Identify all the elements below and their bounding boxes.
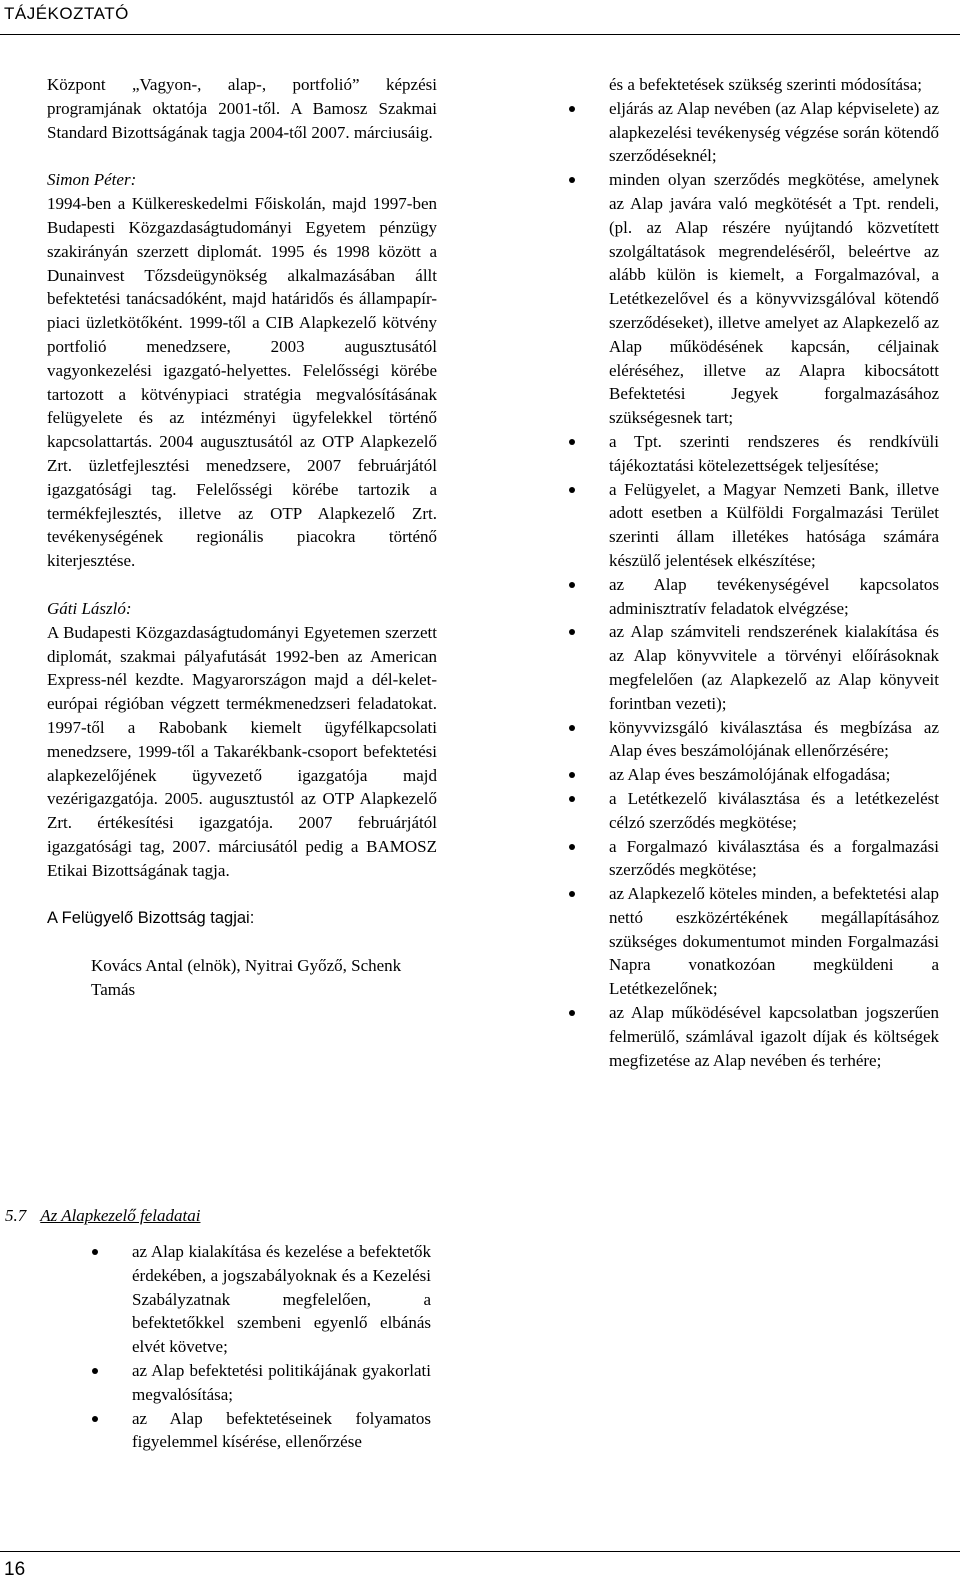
list-item: a Felügyelet, a Magyar Nemzeti Bank, illetve adott esetben a Külföldi Forgalmazási Terület szerinti állam illetékes hatósága számára készülő jelentések elkészítése; bbox=[609, 478, 939, 573]
bullet-icon bbox=[569, 725, 575, 731]
intro-paragraph: Központ „Vagyon-, alap-, portfolió” képzési programjának oktatója 2001-től. A Bamosz Szakmai Standard Bizottságának tagja 2004-től 2007. márciusáig. bbox=[47, 75, 437, 142]
list-continuation: és a befektetések szükség szerinti módosítása; bbox=[609, 75, 922, 94]
page-number: 16 bbox=[4, 1559, 26, 1580]
bullet-icon bbox=[569, 844, 575, 850]
bullet-icon bbox=[569, 439, 575, 445]
list-item: az Alap tevékenységével kapcsolatos adminisztratív feladatok elvégzése; bbox=[609, 573, 939, 621]
bullet-icon bbox=[569, 106, 575, 112]
list-item: könyvvizsgáló kiválasztása és megbízása az Alap éves beszámolójának ellenőrzésére; bbox=[609, 716, 939, 764]
bullet-icon bbox=[569, 796, 575, 802]
section-number: 5.7 bbox=[5, 1206, 27, 1225]
person2-name: Gáti László: bbox=[47, 598, 132, 618]
list-item: az Alapkezelő köteles minden, a befektetési alap nettó eszközértékének megállapításához szükséges dokumentumot minden Forgalmazási Napra vonatkozóan megküldeni a Letétkezelőnek; bbox=[609, 882, 939, 1001]
right-column bbox=[609, 73, 939, 1072]
list-item: az Alap számviteli rendszerének kialakítása és az Alap könyvvitele a törvényi előírásoknak megfelelően (az Alapkezelő az Alap könyveit forintban vezeti); bbox=[609, 620, 939, 715]
section-title: Az Alapkezelő feladatai bbox=[40, 1206, 201, 1225]
board-title: A Felügyelő Bizottság tagjai: bbox=[47, 908, 255, 927]
board-members: Kovács Antal (elnök), Nyitrai Győző, Schenk Tamás bbox=[91, 956, 402, 1000]
left-task-list bbox=[132, 1240, 431, 1454]
section-heading bbox=[5, 1206, 200, 1226]
bullet-icon bbox=[569, 582, 575, 588]
running-header: TÁJÉKOZTATÓ bbox=[4, 4, 129, 23]
bullet-icon bbox=[569, 1010, 575, 1016]
bullet-icon bbox=[569, 772, 575, 778]
bullet-icon bbox=[569, 487, 575, 493]
bullet-icon bbox=[92, 1416, 98, 1422]
list-item: a Forgalmazó kiválasztása és a forgalmazási szerződés megkötése; bbox=[609, 835, 939, 883]
left-column bbox=[47, 73, 437, 1002]
bullet-icon bbox=[569, 629, 575, 635]
list-item: a Tpt. szerinti rendszeres és rendkívüli tájékoztatási kötelezettségek teljesítése; bbox=[609, 430, 939, 478]
footer-divider bbox=[0, 1551, 960, 1552]
list-item: az Alap működésével kapcsolatban jogszerűen felmerülő, számlával igazolt díjak és költségek megfizetése az Alap nevében és terhére; bbox=[609, 1001, 939, 1072]
list-item: minden olyan szerződés megkötése, amelynek az Alap javára való megkötését a Tpt. rendeli, (pl. az Alap részére nyújtandó közvetített szolgáltatások megrendeléséről, beleértve az alább külön is kiemelt, a Forgalmazóval, a Letétkezelővel és a könyvvizsgálóval kötendő szerződéseket), illetve amelyet az Alapkezelő az Alap működésének kapcsán, céljainak eléréséhez, illetve az Alapra kibocsátott Befektetési Jegyek forgalmazásához szükségesnek tart; bbox=[609, 168, 939, 430]
list-item: az Alap kialakítása és kezelése a befektetők érdekében, a jogszabályoknak és a Kezelési Szabályzatnak megfelelően, a befektetőkkel szembeni egyenlő elbánás elvét követve; bbox=[132, 1240, 431, 1359]
bullet-icon bbox=[569, 177, 575, 183]
list-item: a Letétkezelő kiválasztása és a letétkezelést célzó szerződés megkötése; bbox=[609, 787, 939, 835]
list-item: eljárás az Alap nevében (az Alap képviselete) az alapkezelési tevékenység végzése során kötendő szerződéseknél; bbox=[609, 97, 939, 168]
list-item: az Alap éves beszámolójának elfogadása; bbox=[609, 763, 939, 787]
person2-bio: A Budapesti Közgazdaságtudományi Egyetemen szerzett diplomát, szakmai pályafutását 1992-ben az American Express-nél kezdte. Magyarországon majd a dél-kelet-európai régióban végzett termékmenedzseri feladatokat. 1997-től a Rabobank kiemelt ügyfélkapcsolati menedzsere, 1999-től a Takarékbank-csoport befektetési alapkezelőjének ügyvezető igazgatója majd vezérigazgatója. 2005. augusztustól az OTP Alapkezelő Zrt. értékesítési igazgatója. 2007 februárjától igazgatósági tag, 2007. márciusától pedig a BAMOSZ Etikai Bizottságának tagja. bbox=[47, 622, 437, 880]
list-item: az Alap befektetési politikájának gyakorlati megvalósítása; bbox=[132, 1359, 431, 1407]
person1-name: Simon Péter: bbox=[47, 170, 137, 190]
list-item: az Alap befektetéseinek folyamatos figyelemmel kísérése, ellenőrzése bbox=[132, 1407, 431, 1455]
bullet-icon bbox=[569, 891, 575, 897]
person1-bio: 1994-ben a Külkereskedelmi Főiskolán, majd 1997-ben Budapesti Közgazdaságtudományi Egyetem pénzügy szakirányán szerzett diplomát. 1995 és 1998 között a Dunainvest Tőzsdeügynökség alkalmazásában állt befektetési tanácsadóként, majd határidős és állampapír-piaci üzletkötőként. 1999-től a CIB Alapkezelő kötvény portfolió menedzsere, 2003 augusztusától vagyonkezelési igazgató-helyettes. Felelősségi körébe tartozott a kötvénypiaci stratégia megvalósításának felügyelete és az intézményi ügyfelekkel történő kapcsolattartás. 2004 augusztusától az OTP Alapkezelő Zrt. üzletfejlesztési menedzsere, 2007 februárjától igazgatósági tag. Felelősségi körébe tartozik a termékfejlesztés, illetve az OTP Alapkezelő Zrt. tevékenységének regionális piacokra történő kiterjesztése. bbox=[47, 194, 437, 571]
right-task-list bbox=[609, 97, 939, 1073]
header-divider bbox=[0, 34, 960, 35]
bullet-icon bbox=[92, 1368, 98, 1374]
bullet-icon bbox=[92, 1249, 98, 1255]
